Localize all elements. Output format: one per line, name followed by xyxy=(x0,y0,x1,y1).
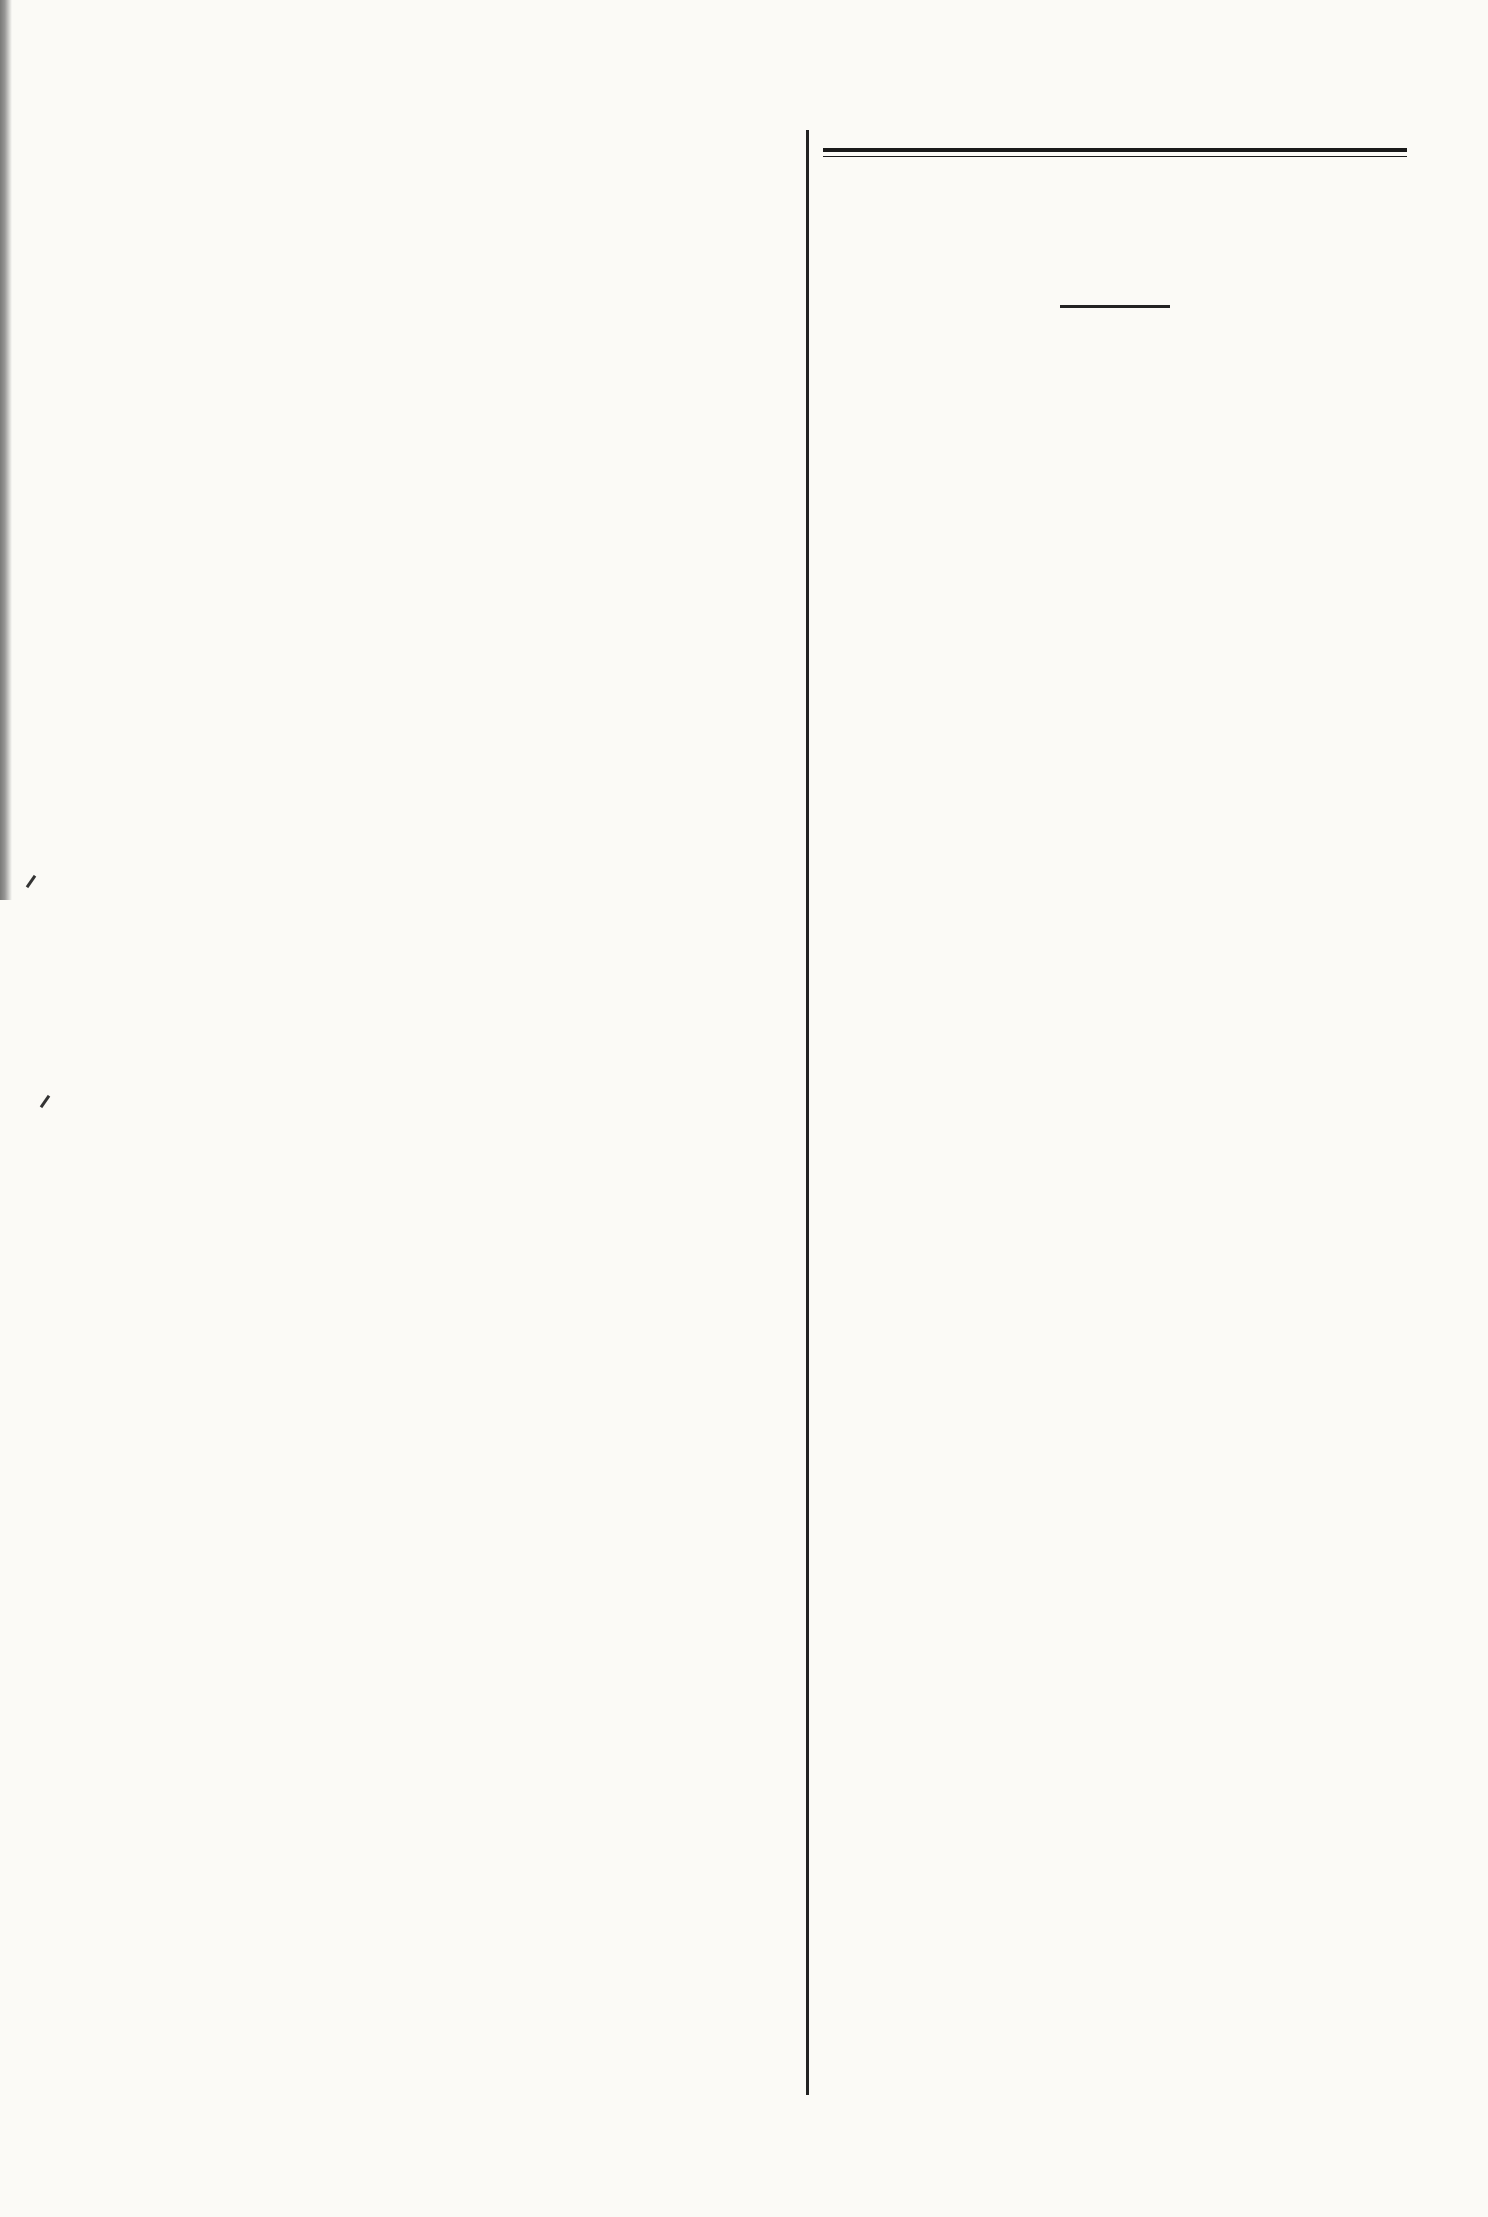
margin-mark xyxy=(26,875,36,888)
binding-edge xyxy=(0,0,12,900)
margin-mark xyxy=(40,1095,50,1108)
market-column xyxy=(200,118,800,252)
col-head-d1 xyxy=(592,220,647,252)
column-headings xyxy=(200,220,800,252)
running-header xyxy=(0,58,1488,108)
right-column xyxy=(815,118,1415,322)
col-head-s2 xyxy=(676,220,731,252)
column-divider xyxy=(806,130,809,2095)
double-rule xyxy=(823,148,1407,157)
market-title xyxy=(200,122,800,192)
notice-societes xyxy=(815,183,1415,354)
col-head-s1 xyxy=(537,220,592,252)
col-head-d2 xyxy=(731,220,800,252)
